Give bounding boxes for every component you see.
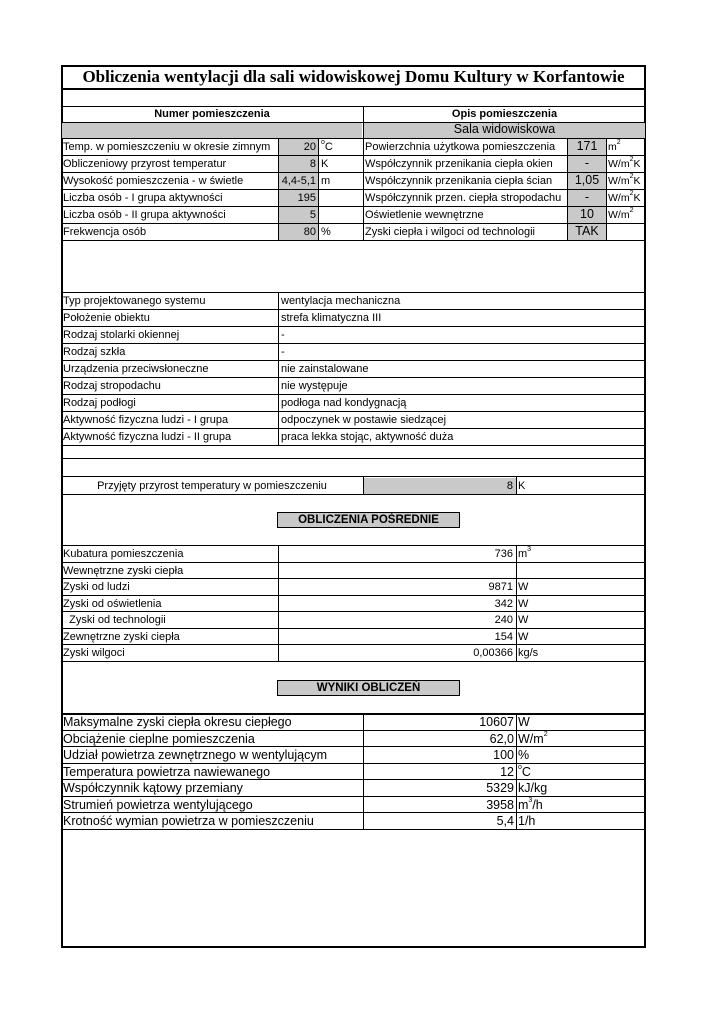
param-label: Frekwencja osób [63,226,147,238]
result-value: 10607 [479,715,514,729]
param-value: 195 [297,192,316,204]
room-description-value: Sala widowiskowa [453,122,556,136]
room-description-label: Opis pomieszczenia [451,108,558,120]
param-label: Zyski ciepła i wilgoci od technologii [365,226,535,238]
param-unit: $W/m^2K$ [608,173,641,187]
system-value: odpoczynek w postawie siedzącej [281,414,447,426]
result-value: 5,4 [496,814,514,828]
param-value: 171 [576,139,598,153]
param-unit: % [321,226,331,238]
page-title: Obliczenia wentylacji dla sali widowiskowej Domu Kultury w Korfantowie [61,65,646,90]
system-label: Rodzaj szkła [63,346,126,358]
result-value: 3958 [486,798,514,812]
system-label: Aktywność fizyczna ludzi - I grupa [63,414,229,426]
system-label: Rodzaj stropodachu [63,380,161,392]
param-label: Powierzchnia użytkowa pomieszczenia [365,141,556,153]
intermediate-value: 736 [494,548,513,560]
system-label: Aktywność fizyczna ludzi - II grupa [63,431,232,443]
param-unit: K [321,158,329,170]
param-value: - [584,190,590,204]
result-value: 5329 [486,781,514,795]
param-label: Współczynnik przenikania ciepła ścian [365,175,553,187]
intermediate-unit: W [518,614,529,626]
result-value: 100 [493,748,514,762]
intermediate-value: 342 [494,598,513,610]
param-label: Wysokość pomieszczenia - w świetle [63,175,244,187]
system-label: Rodzaj stolarki okiennej [63,329,180,341]
intermediate-value: 240 [494,614,513,626]
param-unit: $^o$C [321,139,333,153]
system-label: Typ projektowanego systemu [63,295,206,307]
result-value: 12 [500,765,514,779]
param-label: Temp. w pomieszczeniu w okresie zimnym [63,141,271,153]
result-unit: 1/h [518,814,536,828]
param-value: TAK [575,224,599,238]
result-label: Maksymalne zyski ciepła okresu ciepłego [63,715,292,729]
result-label: Strumień powietrza wentylującego [63,798,253,812]
param-label: Liczba osób - I grupa aktywności [63,192,223,204]
intermediate-value: 9871 [488,581,513,593]
param-value: 1,05 [574,173,600,187]
intermediate-unit: W [518,631,529,643]
result-unit: $W/m^2$ [518,731,548,746]
result-unit: % [518,748,530,762]
result-unit: W [518,715,530,729]
param-value: 8 [309,158,316,170]
param-value: 4,4-5,1 [281,175,316,187]
param-value: 80 [303,226,316,238]
intermediate-label: Zyski od technologii [63,614,166,626]
result-value: 62,0 [489,732,514,746]
param-unit: m [321,175,331,187]
param-unit: $m^2$ [608,139,621,153]
intermediate-label: Zyski od ludzi [63,581,130,593]
room-number-label: Numer pomieszczenia [154,108,270,120]
system-value: strefa klimatyczna III [281,312,382,324]
intermediate-unit: W [518,598,529,610]
result-label: Współczynnik kątowy przemiany [63,781,243,795]
param-value: 5 [309,209,316,221]
intermediate-value: 0,00366 [473,647,513,659]
intermediate-unit: kg/s [518,647,539,659]
system-value: - [281,346,285,358]
accepted-temp-unit: K [518,480,526,492]
param-label: Współczynnik przenikania ciepła okien [365,158,553,170]
system-value: wentylacja mechaniczna [281,295,401,307]
param-label: Liczba osób - II grupa aktywności [63,209,226,221]
intermediate-heading: OBLICZENIA POŚREDNIE [277,512,460,528]
system-value: podłoga nad kondygnacją [281,397,407,409]
results-heading: WYNIKI OBLICZEŃ [277,680,460,696]
intermediate-label: Zyski wilgoci [63,647,125,659]
intermediate-label: Kubatura pomieszczenia [63,548,184,560]
system-value: nie zainstalowane [281,363,369,375]
intermediate-label: Zyski od oświetlenia [63,598,162,610]
result-label: Krotność wymian powietrza w pomieszczeniu [63,814,314,828]
intermediate-value: 154 [494,631,513,643]
system-value: - [281,329,285,341]
system-label: Urządzenia przeciwsłoneczne [63,363,209,375]
intermediate-label: Zewnętrzne zyski ciepła [63,631,180,643]
param-label: Oświetlenie wewnętrzne [365,209,484,221]
param-label: Obliczeniowy przyrost temperatur [63,158,227,170]
accepted-temp-label: Przyjęty przyrost temperatury w pomieszczeniu [97,480,327,492]
intermediate-unit: $m^3$ [518,546,532,560]
param-label: Współczynnik przen. ciepła stropodachu [365,192,562,204]
result-unit: kJ/kg [518,781,548,795]
result-label: Temperatura powietrza nawiewanego [63,765,271,779]
result-label: Obciążenie cieplne pomieszczenia [63,732,255,746]
param-unit: $W/m^2K$ [608,190,641,204]
result-unit: $^o$C [518,764,531,779]
param-unit: $W/m^2$ [608,207,634,221]
accepted-temp-value: 8 [506,480,513,492]
system-value: nie występuje [281,380,348,392]
intermediate-label: Wewnętrzne zyski ciepła [63,565,184,577]
param-value: 10 [580,207,594,221]
system-label: Położenie obiektu [63,312,150,324]
system-value: praca lekka stojąc, aktywność duża [281,431,454,443]
param-value: - [584,156,590,170]
result-label: Udział powietrza zewnętrznego w wentylującym [63,748,328,762]
intermediate-unit: W [518,581,529,593]
param-value: 20 [303,141,316,153]
param-unit: $W/m^2K$ [608,156,641,170]
result-unit: $m^3/h$ [518,797,543,812]
system-label: Rodzaj podłogi [63,397,136,409]
